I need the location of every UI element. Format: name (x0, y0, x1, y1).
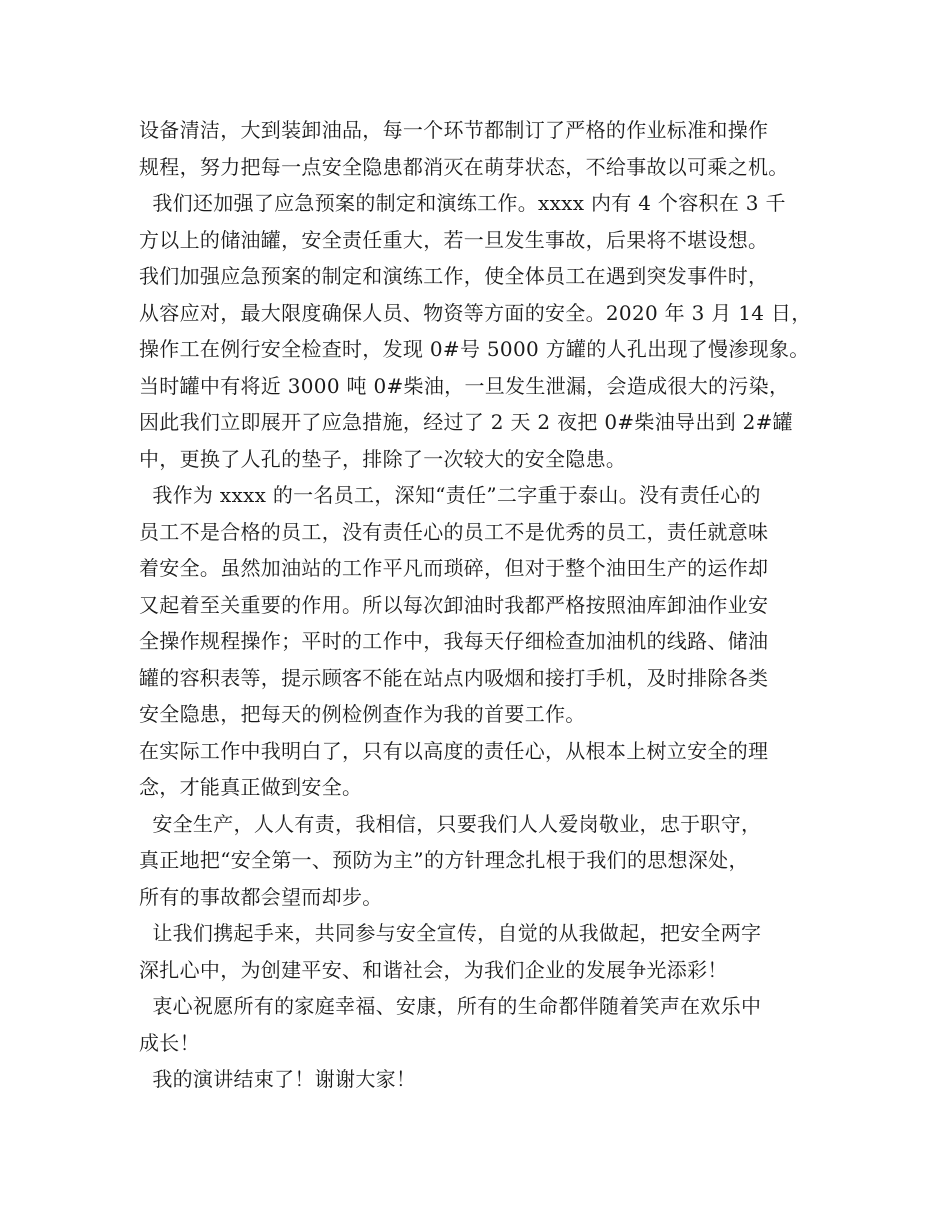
text-line: 全操作规程操作；平时的工作中，我每天仔细检查加油机的线路、储油 (139, 629, 769, 653)
text-line: 中，更换了人孔的垫子，排除了一次较大的安全隐患。 (139, 446, 627, 471)
text-line: 安全隐患，把每天的例检例查作为我的首要工作。 (139, 702, 586, 726)
text-line: 成长！ (139, 1030, 200, 1055)
text-line: 又起着至关重要的作用。所以每次卸油时我都严格按照油库卸油作业安 (139, 592, 769, 617)
text-line: 规程，努力把每一点安全隐患都消灭在萌芽状态，不给事故以可乘之机。 (139, 154, 789, 179)
text-line: 我们加强应急预案的制定和演练工作，使全体员工在遇到突发事件时， (139, 264, 769, 288)
text-line: 让我们携起手来，共同参与安全宣传，自觉的从我做起，把安全两字 (139, 921, 762, 945)
text-line: 念，才能真正做到安全。 (139, 775, 363, 799)
speech-body (139, 112, 839, 1098)
text-line: 从容应对，最大限度确保人员、物资等方面的安全。2020 年 3 月 14 日， (139, 300, 812, 325)
text-line: 着安全。虽然加油站的工作平凡而琐碎，但对于整个油田生产的运作却 (139, 556, 769, 580)
text-line: 操作工在例行安全检查时，发现 0#号 5000 方罐的人孔出现了慢渗现象。 (139, 337, 810, 361)
text-line: 在实际工作中我明白了，只有以高度的责任心，从根本上树立安全的理 (139, 738, 769, 763)
text-line: 我们还加强了应急预案的制定和演练工作。xxxx 内有 4 个容积在 3 千 (139, 191, 786, 215)
text-line: 我作为 xxxx 的一名员工，深知“责任”二字重于泰山。没有责任心的 (139, 483, 761, 507)
text-line: 安全生产，人人有责，我相信，只要我们人人爱岗敬业，忠于职守， (139, 811, 762, 836)
text-line: 设备清洁，大到装卸油品，每一个环节都制订了严格的作业标准和操作 (139, 118, 769, 142)
text-line: 罐的容积表等，提示顾客不能在站点内吸烟和接打手机，及时排除各类 (139, 665, 769, 690)
text-line: 真正地把“安全第一、预防为主”的方针理念扎根于我们的思想深处， (139, 848, 749, 872)
text-line: 因此我们立即展开了应急措施，经过了 2 天 2 夜把 0#柴油导出到 2#罐 (139, 410, 793, 434)
text-line: 我的演讲结束了！谢谢大家！ (139, 1067, 417, 1091)
text-line: 深扎心中，为创建平安、和谐社会，为我们企业的发展争光添彩！ (139, 957, 728, 982)
text-line: 衷心祝愿所有的家庭幸福、安康，所有的生命都伴随着笑声在欢乐中 (139, 994, 762, 1018)
text-line: 所有的事故都会望而却步。 (139, 884, 383, 909)
text-line: 当时罐中有将近 3000 吨 0#柴油，一旦发生泄漏，会造成很大的污染， (139, 373, 790, 398)
text-line: 员工不是合格的员工，没有责任心的员工不是优秀的员工，责任就意味 (139, 519, 769, 544)
text-line: 方以上的储油罐，安全责任重大，若一旦发生事故，后果将不堪设想。 (139, 227, 769, 252)
